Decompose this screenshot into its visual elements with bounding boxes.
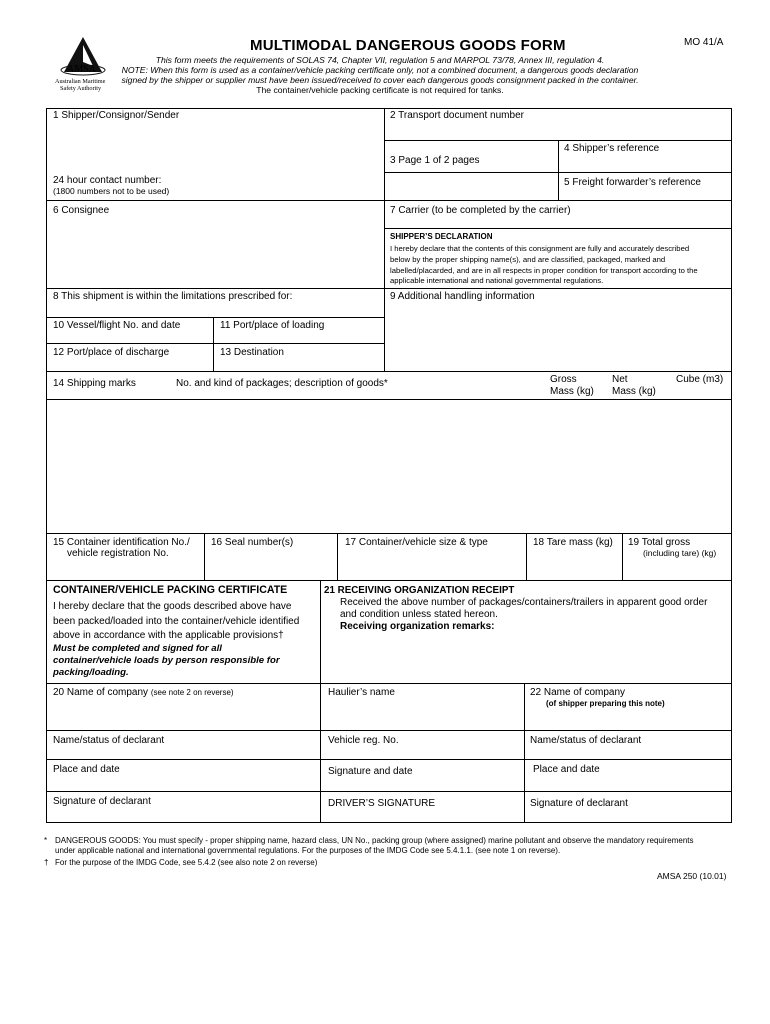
footnote-star-line-1: DANGEROUS GOODS: You must specify - proper shipping name, hazard class, UN No., packing group (where assigned) marine pollutant and observe the mandatory requirements	[55, 836, 694, 845]
receipt-remarks: Receiving organization remarks:	[340, 621, 495, 632]
packing-must-line-3: packing/loading.	[53, 667, 129, 678]
field-13-destination: 13 Destination	[220, 347, 284, 358]
vehicle-reg-label: Vehicle reg. No.	[328, 735, 399, 746]
contact-number-note: (1800 numbers not to be used)	[53, 186, 170, 196]
hauliers-name-label: Haulier’s name	[328, 687, 395, 698]
left-signature: Signature of declarant	[53, 796, 151, 807]
field-16-seal-numbers: 16 Seal number(s)	[211, 537, 294, 548]
field-15-container-id-2: vehicle registration No.	[67, 548, 169, 559]
field-8-limitations: 8 This shipment is within the limitations prescribed for:	[53, 291, 293, 302]
signature-date-label: Signature and date	[328, 766, 413, 777]
intro-line-1: This form meets the requirements of SOLAS 74, Chapter VII, regulation 5 and MARPOL 73/78, Annex III, regulation 4.	[155, 55, 605, 65]
cube-label: Cube (m3)	[676, 374, 724, 385]
field-14-shipping-marks: 14 Shipping marks	[53, 378, 136, 389]
logo-name-line-2: Safety Authority	[60, 85, 102, 92]
field-7-carrier: 7 Carrier (to be completed by the carrier)	[390, 205, 571, 216]
net-mass-label-2: Mass (kg)	[612, 386, 656, 397]
receipt-line-1: Received the above number of packages/containers/trailers in apparent good order	[340, 597, 708, 608]
field-19-note: (including tare) (kg)	[643, 548, 717, 558]
right-name-status: Name/status of declarant	[530, 735, 642, 746]
field-20-company	[53, 687, 234, 699]
field-22-company: 22 Name of company	[530, 687, 626, 698]
logo-acronym: AMSA	[67, 64, 96, 75]
field-5-forwarder-ref: 5 Freight forwarder’s reference	[564, 177, 701, 188]
shippers-declaration-heading: SHIPPER’S DECLARATION	[390, 232, 493, 241]
declaration-line-4: applicable international and national governmental regulations.	[390, 276, 604, 285]
field-17-container-size: 17 Container/vehicle size & type	[345, 537, 488, 548]
right-signature: Signature of declarant	[530, 798, 628, 809]
intro-line-3: signed by the shipper or supplier must have been issued/received to cover each dangerous goods consignment packed in the container.	[121, 75, 639, 85]
receipt-heading: 21 RECEIVING ORGANIZATION RECEIPT	[324, 585, 515, 596]
field-2-transport-doc: 2 Transport document number	[390, 110, 524, 121]
packing-cert-line-1: I hereby declare that the goods described above have	[53, 601, 292, 612]
intro-line-4: The container/vehicle packing certificate is not required for tanks.	[256, 85, 504, 95]
gross-mass-label-2: Mass (kg)	[550, 386, 594, 397]
receipt-line-2: and condition unless stated hereon.	[340, 609, 498, 620]
declaration-line-2: below by the proper shipping name(s), and are classified, packaged, marked and	[390, 255, 666, 264]
left-place-date: Place and date	[53, 764, 120, 775]
form-id: AMSA 250 (10.01)	[657, 871, 727, 881]
form-code: MO 41/A	[684, 37, 724, 48]
footnote-dagger-mark: †	[44, 858, 49, 867]
footnote-star-mark: *	[44, 836, 48, 845]
logo-name-line-1: Australian Maritime	[55, 78, 106, 85]
gross-mass-label-1: Gross	[550, 374, 577, 385]
field-22-note: (of shipper preparing this note)	[546, 699, 665, 708]
field-20-company-label: 20 Name of company	[53, 687, 149, 698]
field-1-shipper: 1 Shipper/Consignor/Sender	[53, 110, 180, 121]
field-11-port-loading: 11 Port/place of loading	[220, 320, 325, 331]
field-6-consignee: 6 Consignee	[53, 205, 110, 216]
field-18-tare-mass: 18 Tare mass (kg)	[533, 537, 613, 548]
field-15-container-id-1: 15 Container identification No./	[53, 537, 190, 548]
field-20-company-note: (see note 2 on reverse)	[150, 688, 234, 697]
field-9-handling-info: 9 Additional handling information	[390, 291, 535, 302]
form-title: MULTIMODAL DANGEROUS GOODS FORM	[250, 37, 566, 54]
packing-must-line-2: container/vehicle loads by person responsible for	[53, 655, 280, 666]
contact-number-label: 24 hour contact number:	[53, 175, 162, 186]
goods-description-label: No. and kind of packages; description of goods*	[176, 378, 388, 389]
packing-must-line-1: Must be completed and signed for all	[53, 643, 222, 654]
field-19-total-gross: 19 Total gross	[628, 537, 691, 548]
packing-cert-line-2: been packed/loaded into the container/vehicle identified	[53, 616, 300, 627]
left-name-status: Name/status of declarant	[53, 735, 165, 746]
packing-cert-heading: CONTAINER/VEHICLE PACKING CERTIFICATE	[53, 584, 288, 596]
footnote-dagger-line: For the purpose of the IMDG Code, see 5.4.2 (see also note 2 on reverse)	[55, 858, 318, 867]
drivers-signature-label: DRIVER’S SIGNATURE	[328, 798, 436, 809]
field-10-vessel-flight: 10 Vessel/flight No. and date	[53, 320, 181, 331]
field-4-shipper-ref: 4 Shipper’s reference	[564, 143, 660, 154]
net-mass-label-1: Net	[612, 374, 628, 385]
declaration-line-3: labelled/placarded, and are in all respects in proper condition for transport according to the	[390, 266, 698, 275]
packing-cert-line-3: above in accordance with the applicable provisions†	[53, 630, 284, 641]
declaration-line-1: I hereby declare that the contents of this consignment are fully and accurately described	[390, 244, 690, 253]
field-12-port-discharge: 12 Port/place of discharge	[53, 347, 170, 358]
field-3-page: 3 Page 1 of 2 pages	[390, 155, 480, 166]
footnote-star-line-2: under applicable national and international governmental regulations. For the purposes of the IMDG Code see 5.4.1.1. (see note 1 on reverse).	[55, 846, 561, 855]
right-place-date: Place and date	[533, 764, 600, 775]
intro-line-2: NOTE: When this form is used as a container/vehicle packing certificate only, not a combined document, a dangerous goods declaration	[121, 65, 639, 75]
